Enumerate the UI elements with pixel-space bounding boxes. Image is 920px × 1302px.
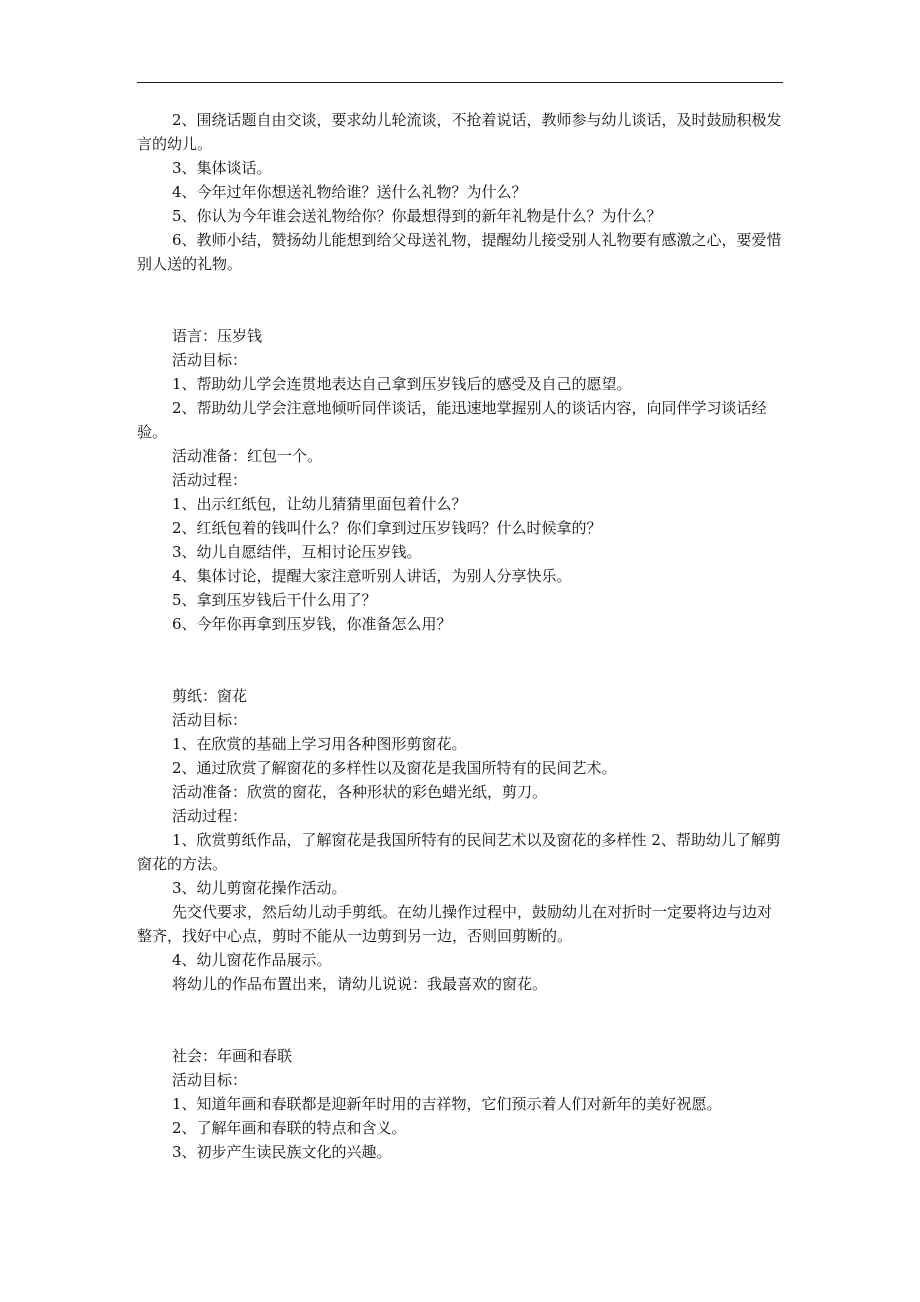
paragraph: 活动目标： <box>172 711 248 729</box>
paragraph: 将幼儿的作品布置出来，请幼儿说说：我最喜欢的窗花。 <box>172 975 548 993</box>
paragraph: 活动过程： <box>172 807 248 825</box>
paragraph: 1、出示红纸包，让幼儿猜猜里面包着什么？ <box>172 495 467 513</box>
paragraph: 活动过程： <box>172 471 248 489</box>
section-talk-gifts <box>137 108 783 276</box>
paragraph: 活动准备：红包一个。 <box>172 447 323 465</box>
paragraph: 1、欣赏剪纸作品，了解窗花是我国所特有的民间艺术以及窗花的多样性 2、帮助幼儿了解剪窗花的方法。 <box>137 831 781 873</box>
paragraph: 4、幼儿窗花作品展示。 <box>172 951 332 969</box>
section-paper-cutting <box>137 684 783 996</box>
section-gap <box>137 636 783 684</box>
section-gap <box>137 996 783 1044</box>
paragraph: 6、教师小结，赞扬幼儿能想到给父母送礼物，提醒幼儿接受别人礼物要有感激之心，要爱惜别人送的礼物。 <box>137 231 782 273</box>
section-title: 剪纸：窗花 <box>172 687 248 705</box>
paragraph: 2、了解年画和春联的特点和含义。 <box>172 1119 407 1137</box>
paragraph: 5、拿到压岁钱后干什么用了？ <box>172 591 377 609</box>
header-rule <box>137 82 783 83</box>
paragraph: 3、幼儿剪窗花操作活动。 <box>172 879 347 897</box>
paragraph: 3、集体谈话。 <box>172 159 272 177</box>
paragraph: 1、在欣赏的基础上学习用各种图形剪窗花。 <box>172 735 467 753</box>
section-gap <box>137 276 783 324</box>
paragraph: 2、通过欣赏了解窗花的多样性以及窗花是我国所特有的民间艺术。 <box>172 759 617 777</box>
paragraph: 3、初步产生读民族文化的兴趣。 <box>172 1143 392 1161</box>
paragraph: 2、帮助幼儿学会注意地倾听同伴谈话，能迅速地掌握别人的谈话内容，向同伴学习谈话经验。 <box>137 399 767 441</box>
paragraph: 活动目标： <box>172 351 248 369</box>
paragraph: 4、今年过年你想送礼物给谁？送什么礼物？为什么？ <box>172 183 527 201</box>
paragraph: 先交代要求，然后幼儿动手剪纸。在幼儿操作过程中，鼓励幼儿在对折时一定要将边与边对整齐，找好中心点，剪时不能从一边剪到另一边，否则回剪断的。 <box>137 903 773 945</box>
paragraph: 1、帮助幼儿学会连贯地表达自己拿到压岁钱后的感受及自己的愿望。 <box>172 375 632 393</box>
section-lucky-money <box>137 324 783 636</box>
paragraph: 5、你认为今年谁会送礼物给你？你最想得到的新年礼物是什么？为什么？ <box>172 207 662 225</box>
section-title: 语言：压岁钱 <box>172 327 263 345</box>
document-body <box>137 108 783 1164</box>
paragraph: 1、知道年画和春联都是迎新年时用的吉祥物，它们预示着人们对新年的美好祝愿。 <box>172 1095 722 1113</box>
paragraph: 6、今年你再拿到压岁钱，你准备怎么用？ <box>172 615 452 633</box>
section-new-year-paintings <box>137 1044 783 1164</box>
paragraph: 活动目标： <box>172 1071 248 1089</box>
paragraph: 4、集体讨论，提醒大家注意听别人讲话，为别人分享快乐。 <box>172 567 572 585</box>
paragraph: 活动准备：欣赏的窗花，各种形状的彩色蜡光纸，剪刀。 <box>172 783 548 801</box>
paragraph: 2、红纸包着的钱叫什么？你们拿到过压岁钱吗？什么时候拿的？ <box>172 519 602 537</box>
paragraph: 2、围绕话题自由交谈，要求幼儿轮流谈，不抢着说话，教师参与幼儿谈话，及时鼓励积极发言的幼儿。 <box>137 111 782 153</box>
paragraph: 3、幼儿自愿结伴，互相讨论压岁钱。 <box>172 543 422 561</box>
section-title: 社会：年画和春联 <box>172 1047 293 1065</box>
